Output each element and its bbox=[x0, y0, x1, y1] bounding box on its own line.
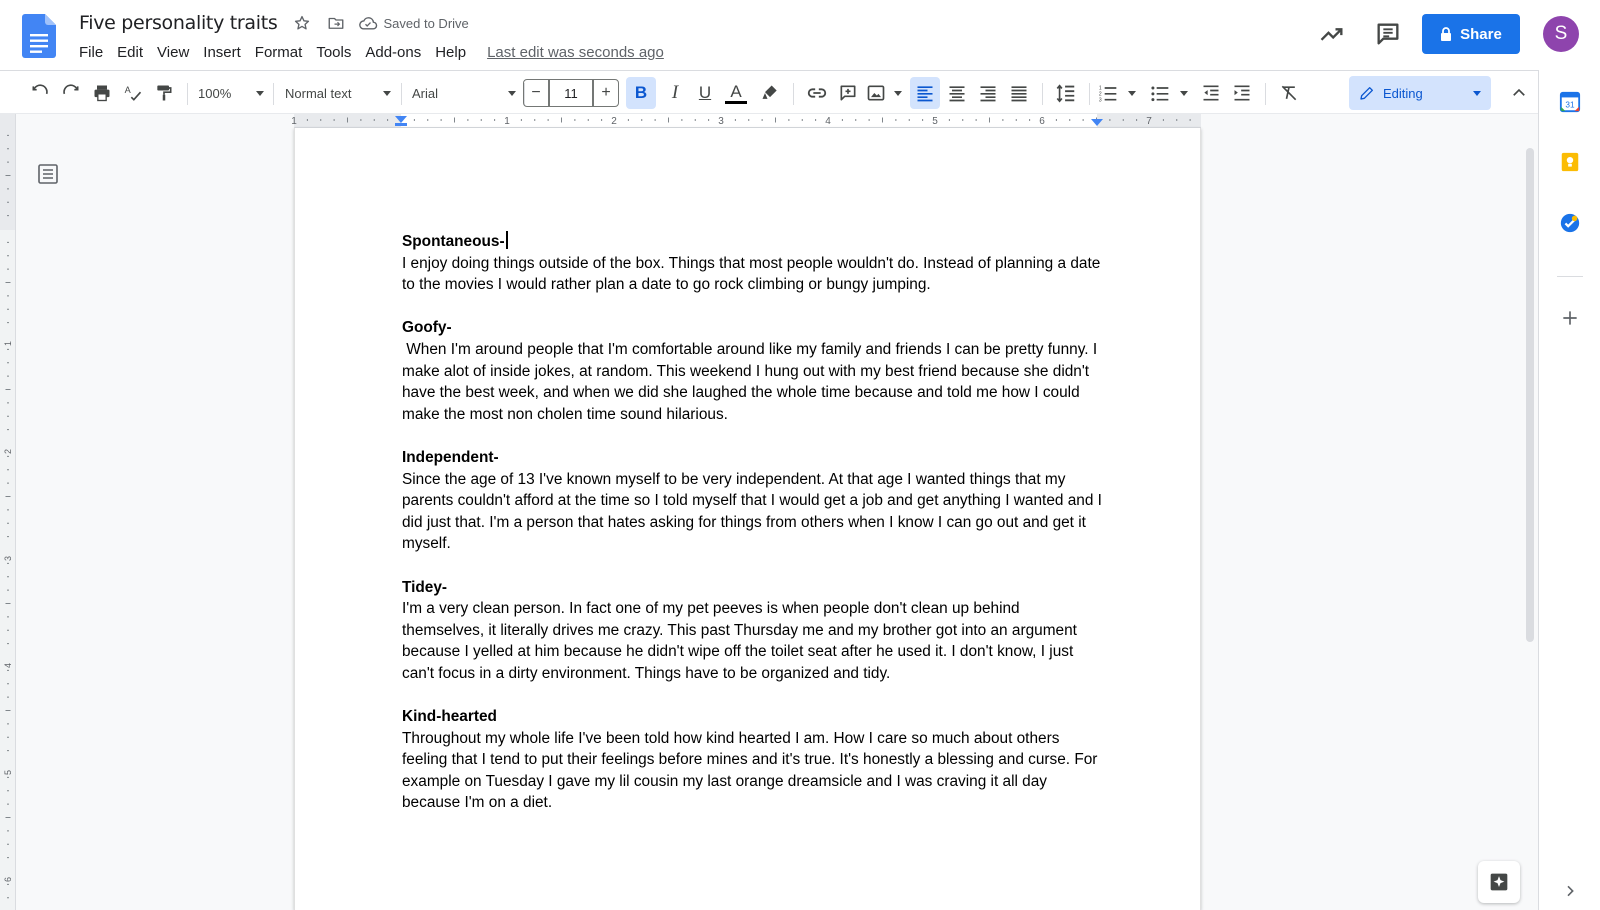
italic-button[interactable]: I bbox=[671, 82, 679, 103]
formatting-toolbar bbox=[0, 70, 1538, 114]
font-size-input[interactable]: 11 bbox=[549, 79, 593, 107]
align-left-button[interactable] bbox=[910, 77, 940, 109]
editing-mode-label: Editing bbox=[1383, 85, 1423, 101]
calendar-day: 31 bbox=[1565, 100, 1575, 110]
bulleted-list-button[interactable] bbox=[1150, 80, 1188, 106]
menu-tools[interactable]: Tools bbox=[316, 44, 352, 61]
keep-icon[interactable] bbox=[1558, 150, 1582, 174]
v-ruler-label-2: 2 bbox=[3, 448, 13, 454]
align-justify-icon[interactable] bbox=[1006, 80, 1032, 106]
lock-icon bbox=[1440, 27, 1452, 41]
redo-icon[interactable] bbox=[58, 80, 84, 106]
menu-insert[interactable]: Insert bbox=[203, 44, 241, 61]
section-text: Throughout my whole life I've been told how kind hearted I am. How I care so much about others feeling that I tend to put their feelings before mines and it's true. It's honestly a blessing and curse. For example on Tuesday I gave my lil cousin my last orange dreamsicle and I was craving it all day because I'm on a diet. bbox=[402, 729, 1098, 812]
v-ruler-label-5: 5 bbox=[3, 769, 13, 775]
zoom-select[interactable] bbox=[198, 80, 264, 106]
paragraph-style-select[interactable] bbox=[285, 80, 391, 106]
editing-mode-dropdown-icon bbox=[1473, 91, 1481, 96]
bulleted-list-icon bbox=[1150, 83, 1170, 103]
expand-panel-icon[interactable] bbox=[1558, 879, 1582, 903]
image-dropdown-icon bbox=[894, 91, 902, 96]
document-body[interactable] bbox=[402, 231, 1102, 836]
insert-link-icon[interactable] bbox=[804, 80, 830, 106]
tasks-icon[interactable] bbox=[1558, 211, 1582, 235]
section-heading: Independent- bbox=[402, 448, 499, 466]
section-text: I enjoy doing things outside of the box. Things that most people wouldn't do. Instead of planning a date to the movies I would rather plan a date to go rock climbing or bungy jumping. bbox=[402, 254, 1101, 294]
align-center-icon[interactable] bbox=[944, 80, 970, 106]
menu-add-ons[interactable]: Add-ons bbox=[365, 44, 422, 61]
move-folder-icon[interactable] bbox=[326, 13, 346, 33]
activity-dashboard-icon[interactable] bbox=[1318, 20, 1346, 48]
insert-image-button[interactable] bbox=[866, 80, 902, 106]
cloud-done-icon bbox=[358, 15, 378, 31]
share-button[interactable] bbox=[1422, 14, 1520, 54]
image-icon bbox=[866, 83, 886, 103]
docs-logo-icon[interactable] bbox=[22, 14, 56, 58]
bulleted-list-dropdown-icon bbox=[1180, 91, 1188, 96]
editing-mode-select[interactable] bbox=[1349, 76, 1491, 110]
left-indent-marker[interactable] bbox=[395, 123, 407, 126]
add-addon-icon[interactable] bbox=[1558, 306, 1582, 330]
menu-view[interactable]: View bbox=[157, 44, 190, 61]
text-color-glyph: A bbox=[730, 81, 742, 101]
section-tidey bbox=[402, 577, 1102, 685]
section-heading: Kind-hearted bbox=[402, 708, 497, 726]
collapse-menus-icon[interactable] bbox=[1506, 80, 1532, 106]
star-icon[interactable] bbox=[292, 13, 312, 33]
bold-button[interactable]: B bbox=[626, 77, 656, 109]
side-panel-divider bbox=[1557, 276, 1583, 277]
section-goofy bbox=[402, 317, 1102, 425]
h-ruler-label-2: 2 bbox=[611, 116, 617, 127]
numbered-list-button[interactable] bbox=[1098, 80, 1136, 106]
svg-text:2: 2 bbox=[1098, 91, 1102, 98]
document-title[interactable]: Five personality traits bbox=[79, 12, 278, 34]
share-label: Share bbox=[1460, 25, 1502, 43]
v-ruler-label-4: 4 bbox=[3, 662, 13, 668]
svg-text:A: A bbox=[124, 85, 131, 95]
increase-font-size-button[interactable]: + bbox=[593, 79, 619, 107]
print-icon[interactable] bbox=[89, 80, 115, 106]
highlight-color-icon[interactable] bbox=[757, 80, 783, 106]
horizontal-ruler[interactable] bbox=[291, 114, 1201, 128]
decrease-font-size-button[interactable]: − bbox=[523, 79, 549, 107]
h-ruler-label-5: 5 bbox=[932, 116, 938, 127]
spellcheck-icon[interactable] bbox=[120, 80, 146, 106]
menu-bar bbox=[72, 41, 664, 64]
v-ruler-label-6: 6 bbox=[3, 876, 13, 882]
increase-indent-icon[interactable] bbox=[1229, 80, 1255, 106]
document-page[interactable] bbox=[294, 128, 1201, 910]
align-left-icon bbox=[915, 83, 935, 103]
clear-formatting-icon[interactable] bbox=[1276, 80, 1302, 106]
app-header bbox=[0, 0, 1600, 70]
explore-icon bbox=[1489, 872, 1509, 892]
document-scrollbar[interactable] bbox=[1526, 148, 1534, 642]
section-text: When I'm around people that I'm comfortable around like my family and friends I can be pretty funny. I make alot of inside jokes, at random. This weekend I hung out with my best friend because she didn't have the best week, and when we did she laughed the whole time because and told me how I could make the most non cholen time sound hilarious. bbox=[402, 340, 1102, 423]
section-text: I'm a very clean person. In fact one of my pet peeves is when people don't clean up behind themselves, it literally drives me crazy. This past Thursday me and my brother got into an argument because I yelled at him because he didn't wipe off the toilet seat after he used it. I don't know, I just can't focus in a dirty environment. Things have to be organized and tidy. bbox=[402, 600, 1077, 682]
underline-button[interactable]: U bbox=[698, 83, 712, 102]
section-heading: Tidey- bbox=[402, 578, 448, 596]
save-status[interactable] bbox=[358, 15, 469, 31]
zoom-dropdown-icon bbox=[256, 91, 264, 96]
h-ruler-label-7: 7 bbox=[1146, 116, 1152, 127]
text-color-swatch bbox=[725, 101, 747, 104]
save-status-label: Saved to Drive bbox=[383, 15, 469, 31]
font-family-value: Arial bbox=[412, 85, 439, 101]
section-spontaneous bbox=[402, 231, 1102, 296]
paragraph-style-value: Normal text bbox=[285, 85, 352, 101]
style-dropdown-icon bbox=[383, 91, 391, 96]
comment-history-icon[interactable] bbox=[1374, 20, 1402, 48]
menu-file[interactable]: File bbox=[79, 44, 104, 61]
last-edit-link[interactable]: Last edit was seconds ago bbox=[487, 44, 664, 61]
numbered-list-icon bbox=[1098, 83, 1118, 103]
side-panel bbox=[1538, 70, 1600, 910]
calendar-icon[interactable] bbox=[1558, 90, 1582, 114]
decrease-indent-icon[interactable] bbox=[1198, 80, 1224, 106]
h-ruler-label-3: 3 bbox=[718, 116, 724, 127]
paint-format-icon[interactable] bbox=[151, 80, 177, 106]
text-cursor bbox=[506, 231, 508, 249]
explore-button[interactable] bbox=[1478, 861, 1520, 903]
numbered-list-dropdown-icon bbox=[1128, 91, 1136, 96]
v-ruler-label-3: 3 bbox=[3, 555, 13, 561]
menu-edit[interactable]: Edit bbox=[117, 44, 144, 61]
h-ruler-label-6: 6 bbox=[1039, 116, 1045, 127]
font-family-select[interactable] bbox=[412, 80, 516, 106]
section-independent bbox=[402, 447, 1102, 555]
add-comment-icon[interactable] bbox=[835, 80, 861, 106]
zoom-value: 100% bbox=[198, 85, 232, 101]
menu-help[interactable]: Help bbox=[435, 44, 467, 61]
text-color-button[interactable] bbox=[722, 80, 750, 106]
document-outline-icon[interactable] bbox=[36, 162, 60, 186]
section-heading: Goofy- bbox=[402, 319, 452, 337]
align-right-icon[interactable] bbox=[975, 80, 1001, 106]
menu-format[interactable]: Format bbox=[254, 44, 303, 61]
heading-text-spontaneous: Spontaneous- bbox=[402, 233, 505, 250]
account-avatar[interactable]: S bbox=[1543, 16, 1579, 52]
section-text: Since the age of 13 I've known myself to be very independent. At that age I wanted things that my parents couldn't afford at the time so I told myself that I would get a job and get anything I wanted and I did just that. I'm a person that hates asking for things from others when I know I can go out and get it myself. bbox=[402, 470, 1102, 553]
undo-icon[interactable] bbox=[27, 80, 53, 106]
vertical-ruler[interactable] bbox=[0, 114, 16, 910]
h-ruler-label-1: 1 bbox=[504, 116, 510, 127]
line-spacing-icon[interactable] bbox=[1053, 80, 1079, 106]
pencil-icon bbox=[1359, 85, 1375, 101]
v-ruler-label-1: 1 bbox=[3, 340, 13, 346]
h-ruler-label-left: 1 bbox=[291, 116, 297, 127]
svg-text:1: 1 bbox=[1098, 85, 1102, 92]
svg-text:3: 3 bbox=[1098, 97, 1102, 104]
h-ruler-label-4: 4 bbox=[825, 116, 831, 127]
section-heading bbox=[402, 231, 1102, 253]
section-kind-hearted bbox=[402, 706, 1102, 814]
font-dropdown-icon bbox=[508, 91, 516, 96]
